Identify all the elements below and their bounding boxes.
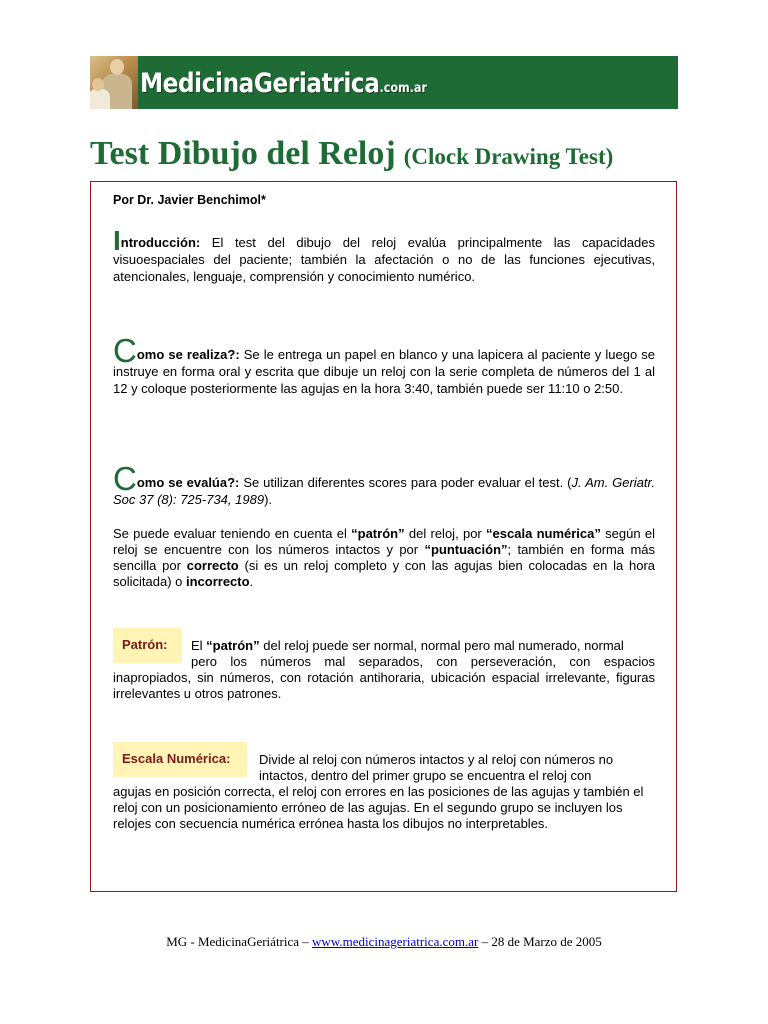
evaluation-text-3: según el reloj se encuentre con los números intactos y por <box>113 526 655 557</box>
evaluation-text-2: del reloj, por <box>404 526 487 541</box>
title-main: Test Dibujo del Reloj <box>90 135 396 172</box>
author-line: Por Dr. Javier Benchimol* <box>113 193 266 207</box>
evalua-text-end: ). <box>264 492 273 507</box>
evalua-citation: J. Am. Geriatr. Soc 37 (8): 725-734, 1989 <box>113 475 655 507</box>
patron-first-post: del reloj puede ser normal, normal pero mal numerado, normal <box>259 638 624 653</box>
evaluation-bold-patron: “patrón” <box>351 526 405 541</box>
realiza-text: Se le entrega un papel en blanco y una lapicera al paciente y luego se instruye en forma oral y escrita que dibuje un reloj con la serie completa de números del 1 al 12 y coloque posteriormente las agujas en la hora 3:40, también puede ser 11:10 o 2:50. <box>113 347 655 396</box>
title-subtitle: (Clock Drawing Test) <box>403 144 614 169</box>
footer-prefix: MG - MedicinaGeriátrica – <box>166 934 313 949</box>
patron-label: Patrón: <box>113 628 182 663</box>
evaluation-text-4: ; también en forma más sencilla por <box>113 542 656 573</box>
page-title <box>90 135 613 173</box>
evaluation-text-6: . <box>249 574 254 589</box>
escala-line-2: intactos, dentro del primer grupo se encuentra el reloj con <box>259 768 592 783</box>
escala-line-1: Divide al reloj con números intactos y al reloj con números no <box>259 752 614 767</box>
escala-label: Escala Numérica: <box>113 742 247 777</box>
evaluation-bold-puntuacion: “puntuación” <box>424 542 508 557</box>
intro-text: El test del dibujo del reloj evalúa principalmente las capacidades visuoespaciales del paciente; también la afectación o no de las funciones ejecutivas, atencionales, lenguaje, comprensión y conocimiento numérico. <box>113 235 655 284</box>
patron-first-line <box>191 638 655 654</box>
patron-first-pre: El <box>191 638 207 653</box>
page-footer <box>0 934 768 950</box>
site-logo: MedicinaGeriatrica.com.ar <box>140 68 427 99</box>
patron-bold: “patrón” <box>206 638 260 653</box>
evaluation-bold-escala: “escala numérica” <box>486 526 601 541</box>
evaluation-text-1: Se puede evaluar teniendo en cuenta el <box>113 526 352 541</box>
intro-drop-cap: I <box>113 225 121 256</box>
evaluation-text-5: (si es un reloj completo y con las agujas bien colocadas en la hora solicitada) o <box>113 558 656 589</box>
evalua-drop-cap: C <box>113 460 137 497</box>
evaluation-bold-incorrecto: incorrecto <box>185 574 250 589</box>
escala-text: agujas en posición correcta, el reloj con errores en las posiciones de las agujas y también el reloj con un posicionamiento erróneo de las agujas. En el segundo grupo se incluyen los relojes con secuencia numérica errónea hasta los dibujos no interpretables. <box>113 784 644 831</box>
patron-text: pero los números mal separados, con perseveración, con espacios inapropiados, sin números, con rotación antihoraria, ubicación espacial irrelevante, figuras irrelevantes u otros patrones. <box>113 654 655 701</box>
footer-suffix: – 28 de Marzo de 2005 <box>478 934 602 949</box>
realiza-drop-cap: C <box>113 332 137 369</box>
evalua-paragraph <box>113 460 655 508</box>
evaluation-bold-correcto: correcto <box>186 558 239 573</box>
site-banner <box>90 56 678 109</box>
intro-paragraph <box>113 225 655 285</box>
footer-website-link[interactable]: www.medicinageriatrica.com.ar <box>312 934 479 949</box>
evalua-text: Se utilizan diferentes scores para poder evaluar el test. ( <box>239 475 572 490</box>
realiza-paragraph <box>113 332 655 397</box>
intro-heading: ntroducción: <box>120 235 201 250</box>
evaluation-paragraph <box>113 526 655 590</box>
banner-photo <box>90 56 138 109</box>
realiza-heading: omo se realiza?: <box>136 347 240 362</box>
evalua-heading: omo se evalúa?: <box>136 475 240 490</box>
